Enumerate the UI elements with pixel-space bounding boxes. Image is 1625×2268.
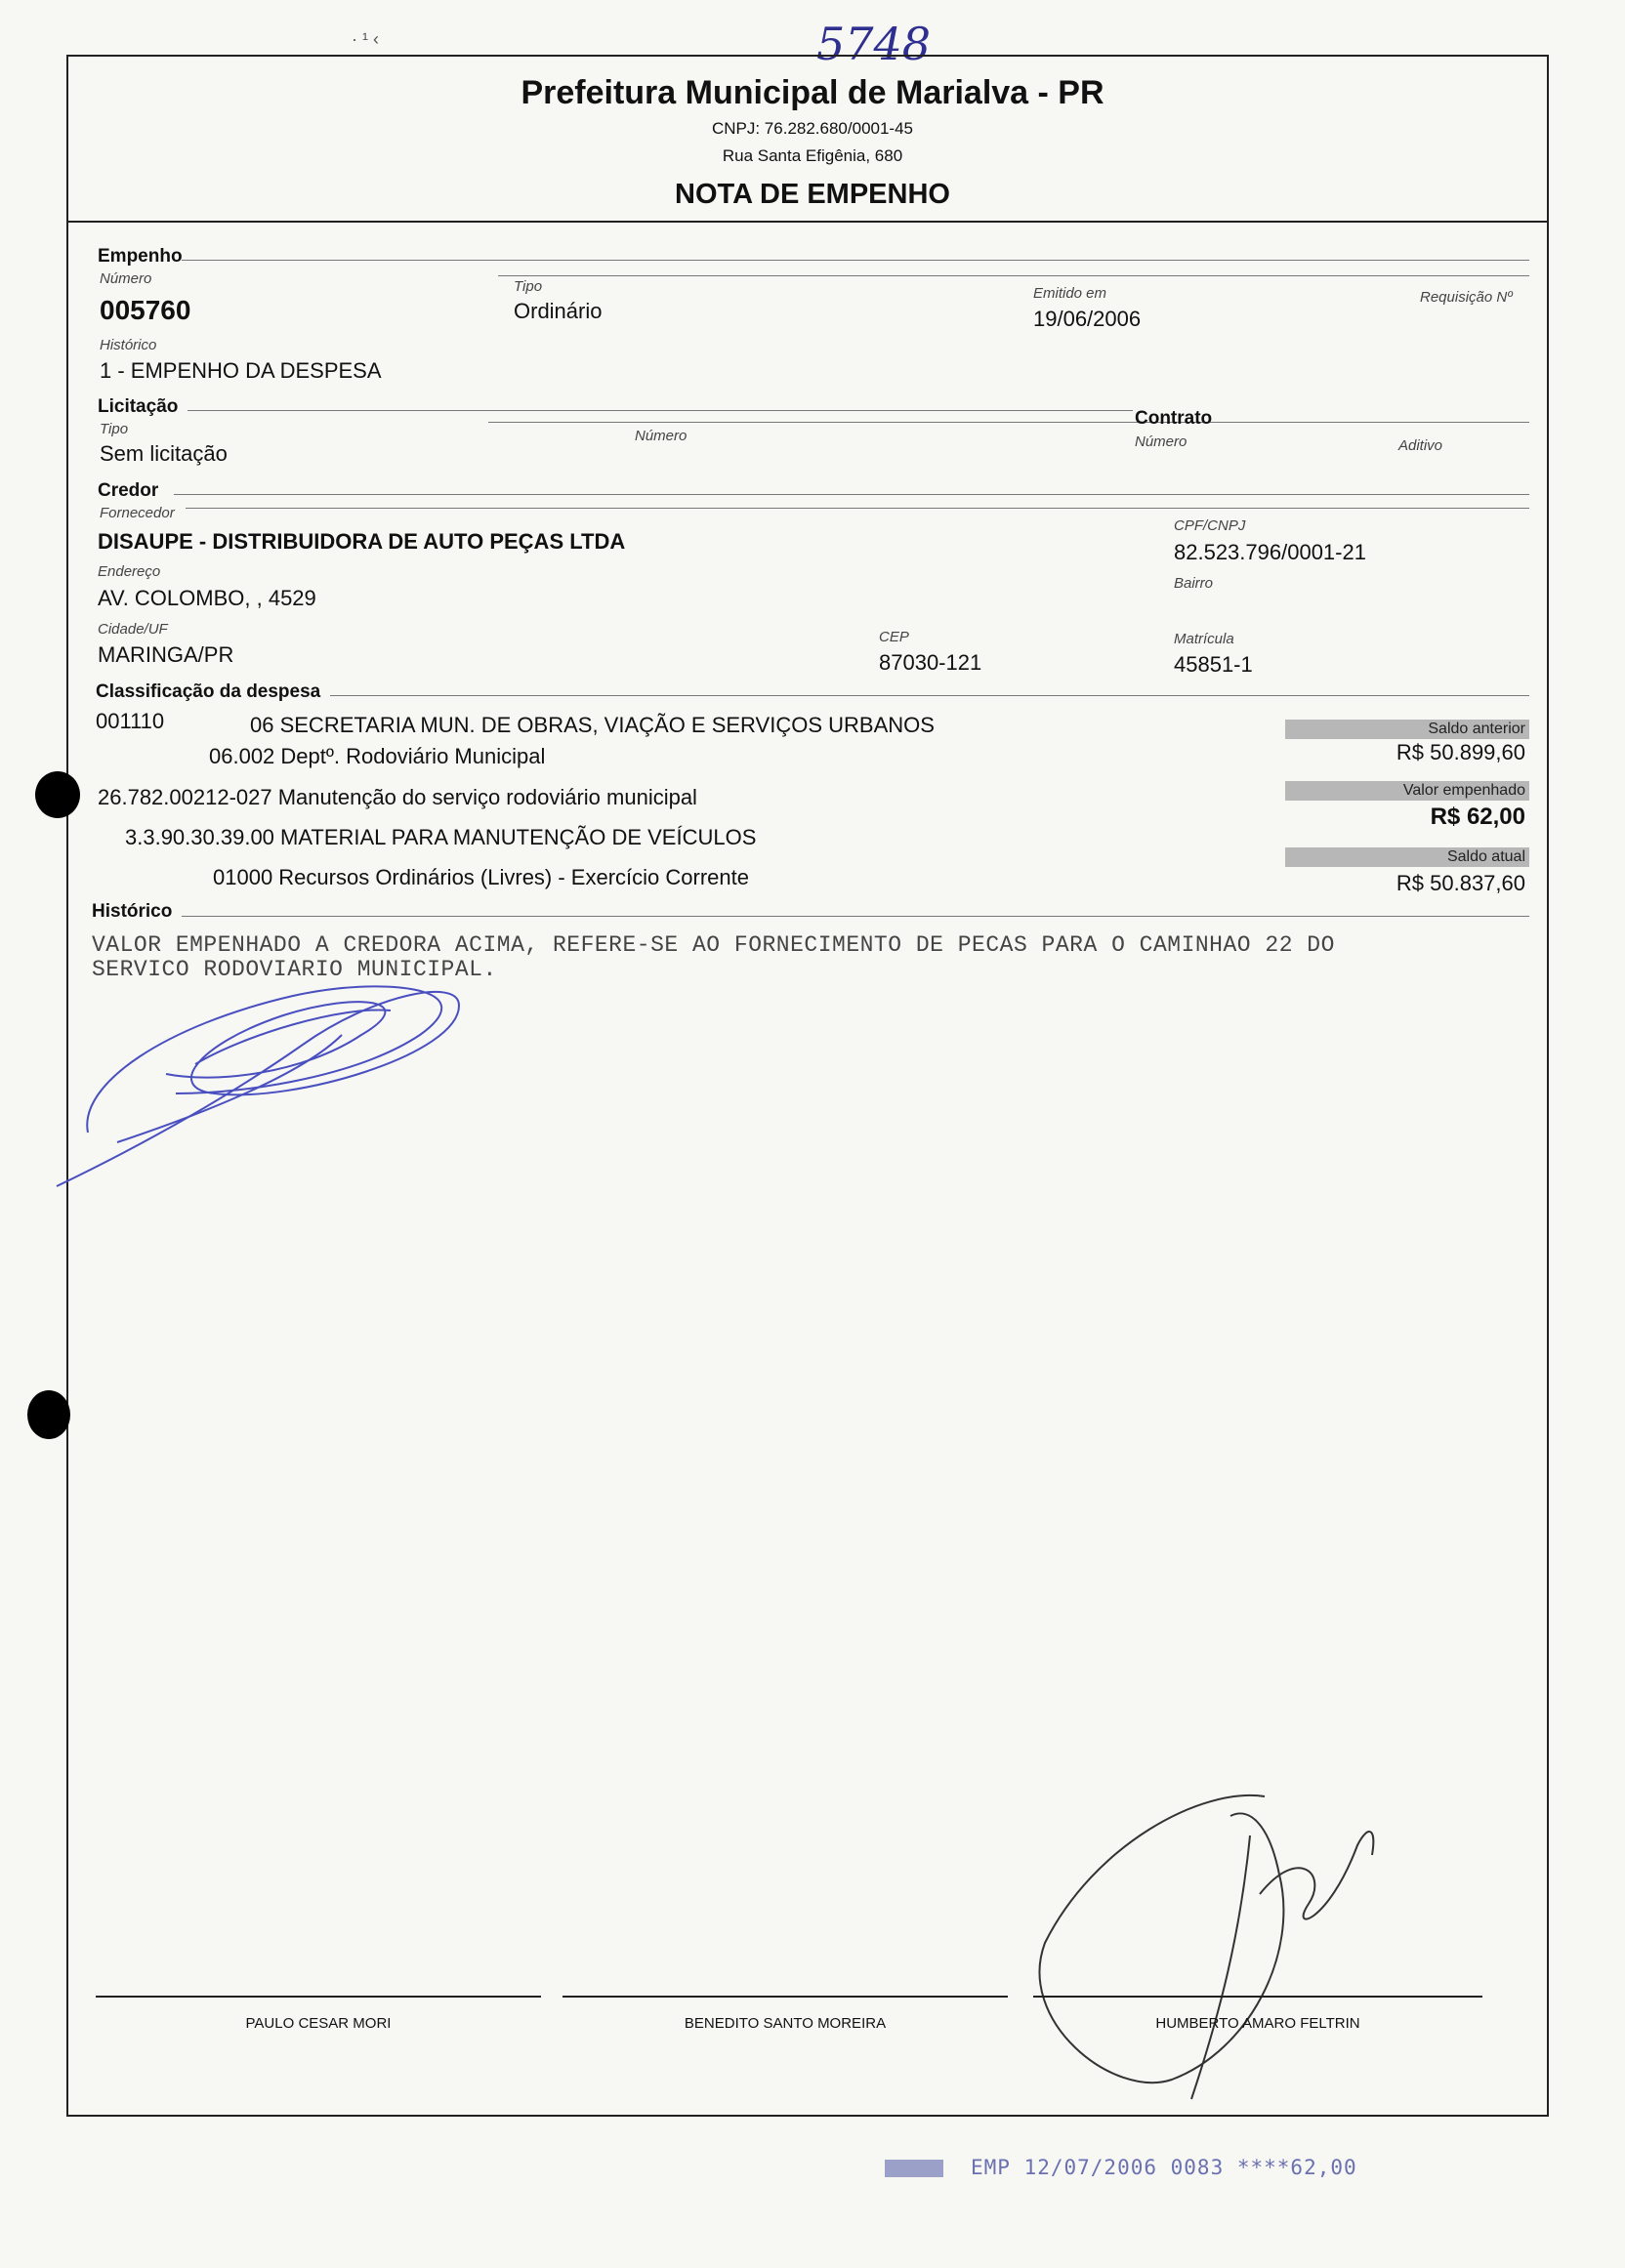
classificacao-rule	[330, 695, 1529, 696]
bairro-label: Bairro	[1174, 575, 1214, 592]
contrato-numero-label: Número	[1135, 433, 1188, 450]
valor-empenhado-label: Valor empenhado	[1285, 781, 1529, 801]
empenho-historico-label: Histórico	[100, 337, 157, 353]
fornecedor-label: Fornecedor	[100, 505, 175, 521]
empenho-emitido: 19/06/2006	[1033, 307, 1142, 331]
requisicao-label: Requisição Nº	[1420, 289, 1513, 306]
punch-hole-bottom	[27, 1390, 70, 1439]
licitacao-section-title: Licitação	[98, 396, 179, 417]
contrato-rule	[1221, 422, 1529, 423]
signature-name-2: BENEDITO SANTO MOREIRA	[684, 2015, 887, 2032]
signature-line-2	[562, 1996, 1008, 1998]
empenho-numero: 005760	[100, 295, 191, 325]
valor-empenhado: R$ 62,00	[1430, 804, 1525, 830]
empenho-emitido-label: Emitido em	[1033, 285, 1107, 302]
saldo-atual-label: Saldo atual	[1285, 847, 1529, 867]
empenho-rule	[182, 260, 1529, 261]
classificacao-secretaria: 06 SECRETARIA MUN. DE OBRAS, VIAÇÃO E SERVIÇOS URBANOS	[250, 713, 935, 737]
contrato-section-title: Contrato	[1135, 408, 1213, 429]
credor-rule	[174, 494, 1529, 495]
empenho-rule-2	[498, 275, 1529, 276]
credor-rule-2	[186, 508, 1529, 509]
classificacao-recurso: 01000 Recursos Ordinários (Livres) - Exercício Corrente	[213, 865, 749, 889]
licitacao-rule	[188, 410, 1133, 411]
punch-hole-top	[35, 771, 80, 818]
signature-line-3	[1033, 1996, 1482, 1998]
classificacao-section-title: Classificação da despesa	[96, 681, 321, 702]
doc-title: NOTA DE EMPENHO	[675, 179, 950, 210]
endereco: AV. COLOMBO, , 4529	[98, 586, 316, 610]
classificacao-programa: 26.782.00212-027 Manutenção do serviço rodoviário municipal	[98, 785, 697, 809]
historico-line-2: SERVICO RODOVIARIO MUNICIPAL.	[92, 957, 497, 982]
header-title: Prefeitura Municipal de Marialva - PR	[521, 74, 1104, 111]
cidade: MARINGA/PR	[98, 642, 234, 667]
historico-section-title: Histórico	[92, 901, 173, 922]
signature-name-3: HUMBERTO AMARO FELTRIN	[1155, 2015, 1360, 2032]
cep: 87030-121	[879, 650, 982, 675]
empenho-numero-label: Número	[100, 270, 152, 287]
saldo-atual: R$ 50.837,60	[1396, 871, 1525, 895]
signature-scribble-left	[49, 967, 479, 1201]
empenho-tipo-label: Tipo	[514, 278, 543, 295]
matricula-label: Matrícula	[1174, 631, 1234, 647]
credor-section-title: Credor	[98, 480, 159, 501]
endereco-label: Endereço	[98, 563, 161, 580]
footer-stamp: EMP 12/07/2006 0083 ****62,00	[971, 2156, 1357, 2179]
fornecedor: DISAUPE - DISTRIBUIDORA DE AUTO PEÇAS LTDA	[98, 529, 626, 554]
signature-name-1: PAULO CESAR MORI	[245, 2015, 392, 2032]
empenho-tipo: Ordinário	[514, 299, 603, 323]
header-divider	[68, 221, 1547, 223]
saldo-anterior: R$ 50.899,60	[1396, 740, 1525, 764]
contrato-aditivo-label: Aditivo	[1398, 437, 1443, 454]
signature-scribble-right	[1006, 1787, 1416, 2119]
saldo-anterior-label: Saldo anterior	[1285, 720, 1529, 739]
header-cnpj: CNPJ: 76.282.680/0001-45	[711, 119, 914, 138]
classificacao-codigo: 001110	[96, 709, 165, 733]
handwritten-page-number: 5748	[816, 18, 932, 70]
footer-stamp-icon	[885, 2160, 943, 2177]
licitacao-tipo: Sem licitação	[100, 441, 228, 466]
cpf: 82.523.796/0001-21	[1174, 540, 1366, 564]
signature-line-1	[96, 1996, 541, 1998]
licitacao-tipo-label: Tipo	[100, 421, 129, 437]
licitacao-numero-label: Número	[635, 428, 688, 444]
top-marks: · ¹ ‹	[352, 29, 379, 49]
empenho-historico: 1 - EMPENHO DA DESPESA	[100, 358, 382, 383]
cpf-label: CPF/CNPJ	[1174, 517, 1246, 534]
header-address: Rua Santa Efigênia, 680	[722, 146, 903, 165]
classificacao-unidade: 06.002 Deptº. Rodoviário Municipal	[209, 744, 546, 768]
cep-label: CEP	[879, 629, 909, 645]
classificacao-elemento: 3.3.90.30.39.00 MATERIAL PARA MANUTENÇÃO DE VEÍCULOS	[125, 825, 757, 849]
historico-rule	[182, 916, 1529, 917]
cidade-label: Cidade/UF	[98, 621, 168, 638]
empenho-section-title: Empenho	[98, 246, 183, 267]
historico-line-1: VALOR EMPENHADO A CREDORA ACIMA, REFERE-SE AO FORNECIMENTO DE PECAS PARA O CAMINHAO 22 DO	[92, 932, 1335, 958]
matricula: 45851-1	[1174, 652, 1253, 677]
